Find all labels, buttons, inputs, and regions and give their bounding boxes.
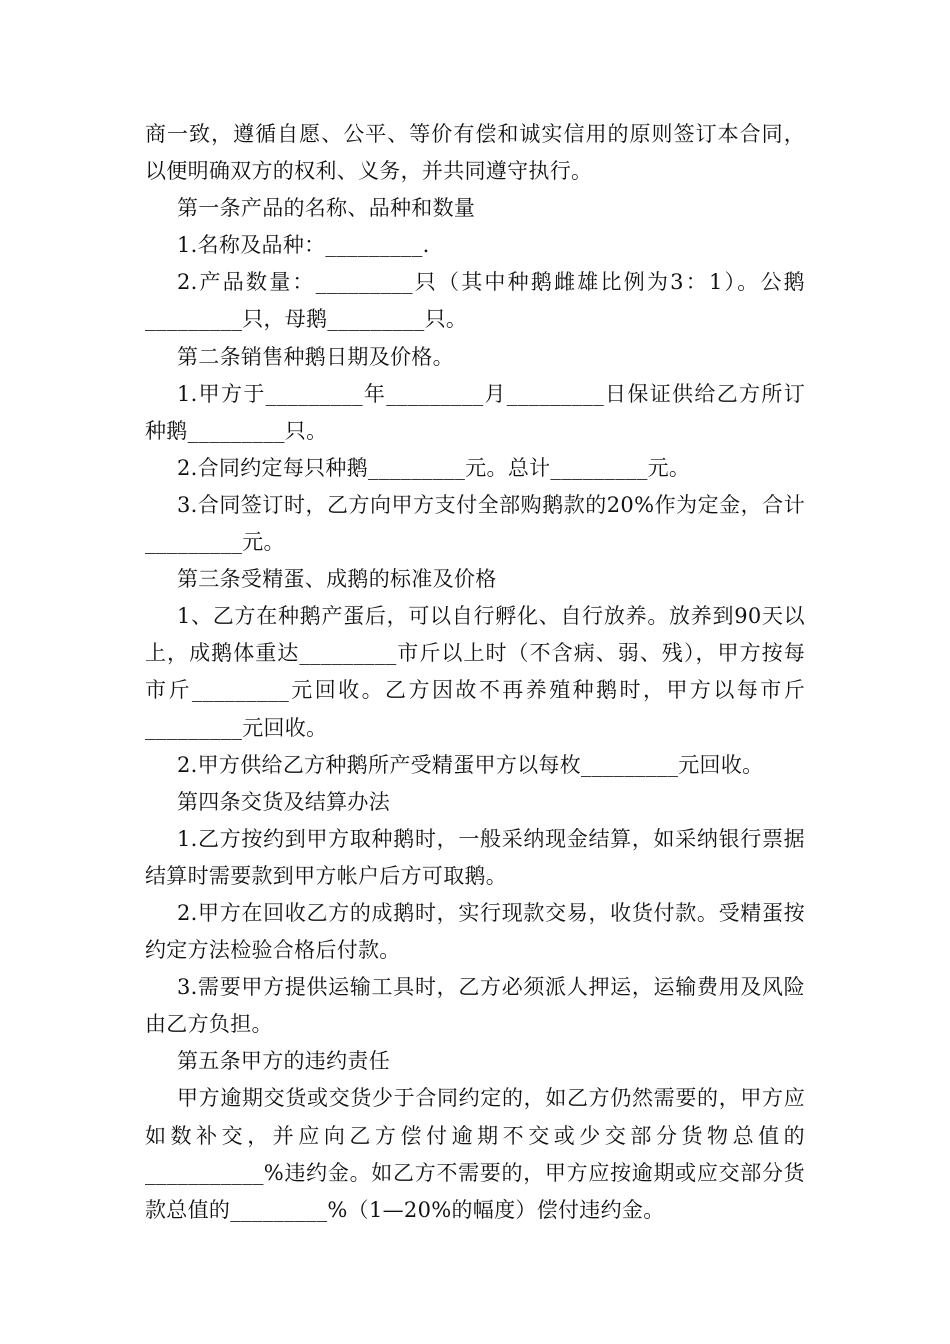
section-heading: 第五条甲方的违约责任 (177, 1049, 390, 1074)
section-heading: 第一条产品的名称、品种和数量 (177, 196, 476, 221)
paragraph: 商一致，遵循自愿、公平、等价有偿和诚实信用的原则签订本合同，以便明确双方的权利、义务，并共同遵守执行。 (145, 122, 805, 184)
paragraph: 1.名称及品种：_________. (177, 233, 430, 258)
document-body (145, 116, 805, 1229)
paragraph: 2.甲方在回收乙方的成鹅时，实行现款交易，收货付款。受精蛋按约定方法检验合格后付款。 (145, 900, 805, 963)
paragraph: 3.需要甲方提供运输工具时，乙方必须派人押运，运输费用及风险由乙方负担。 (145, 975, 805, 1037)
paragraph: 3.合同签订时，乙方向甲方支付全部购鹅款的20%作为定金，合计_________元。 (145, 492, 805, 555)
paragraph: 1、乙方在种鹅产蛋后，可以自行孵化、自行放养。放养到90天以上，成鹅体重达_________市斤以上时（不含病、弱、残），甲方按每市斤_________元回收。乙方因故不再养殖种鹅时，甲方以每市斤_________元回收。 (145, 604, 805, 740)
paragraph: 1.甲方于_________年_________月_________日保证供给乙方所订种鹅_________只。 (145, 381, 805, 443)
section-heading: 第四条交货及结算办法 (177, 789, 390, 814)
paragraph: 1.乙方按约到甲方取种鹅时，一般采纳现金结算，如采纳银行票据结算时需要款到甲方帐户后方可取鹅。 (145, 826, 805, 888)
paragraph: 甲方逾期交货或交货少于合同约定的，如乙方仍然需要的，甲方应如数补交，并应向乙方偿付逾期不交或少交部分货物总值的___________%违约金。如乙方不需要的，甲方应按逾期或应交部分货款总值的_________%（1—20%的幅度）偿付违约金。 (145, 1086, 805, 1222)
paragraph: 2.甲方供给乙方种鹅所产受精蛋甲方以每枚_________元回收。 (177, 752, 764, 777)
paragraph: 2.产品数量：_________只（其中种鹅雌雄比例为3：1）。公鹅_________只，母鹅_________只。 (145, 270, 805, 332)
section-heading: 第二条销售种鹅日期及价格。 (177, 344, 454, 369)
section-heading: 第三条受精蛋、成鹅的标准及价格 (177, 567, 497, 592)
paragraph: 2.合同约定每只种鹅_________元。总计_________元。 (177, 455, 691, 480)
